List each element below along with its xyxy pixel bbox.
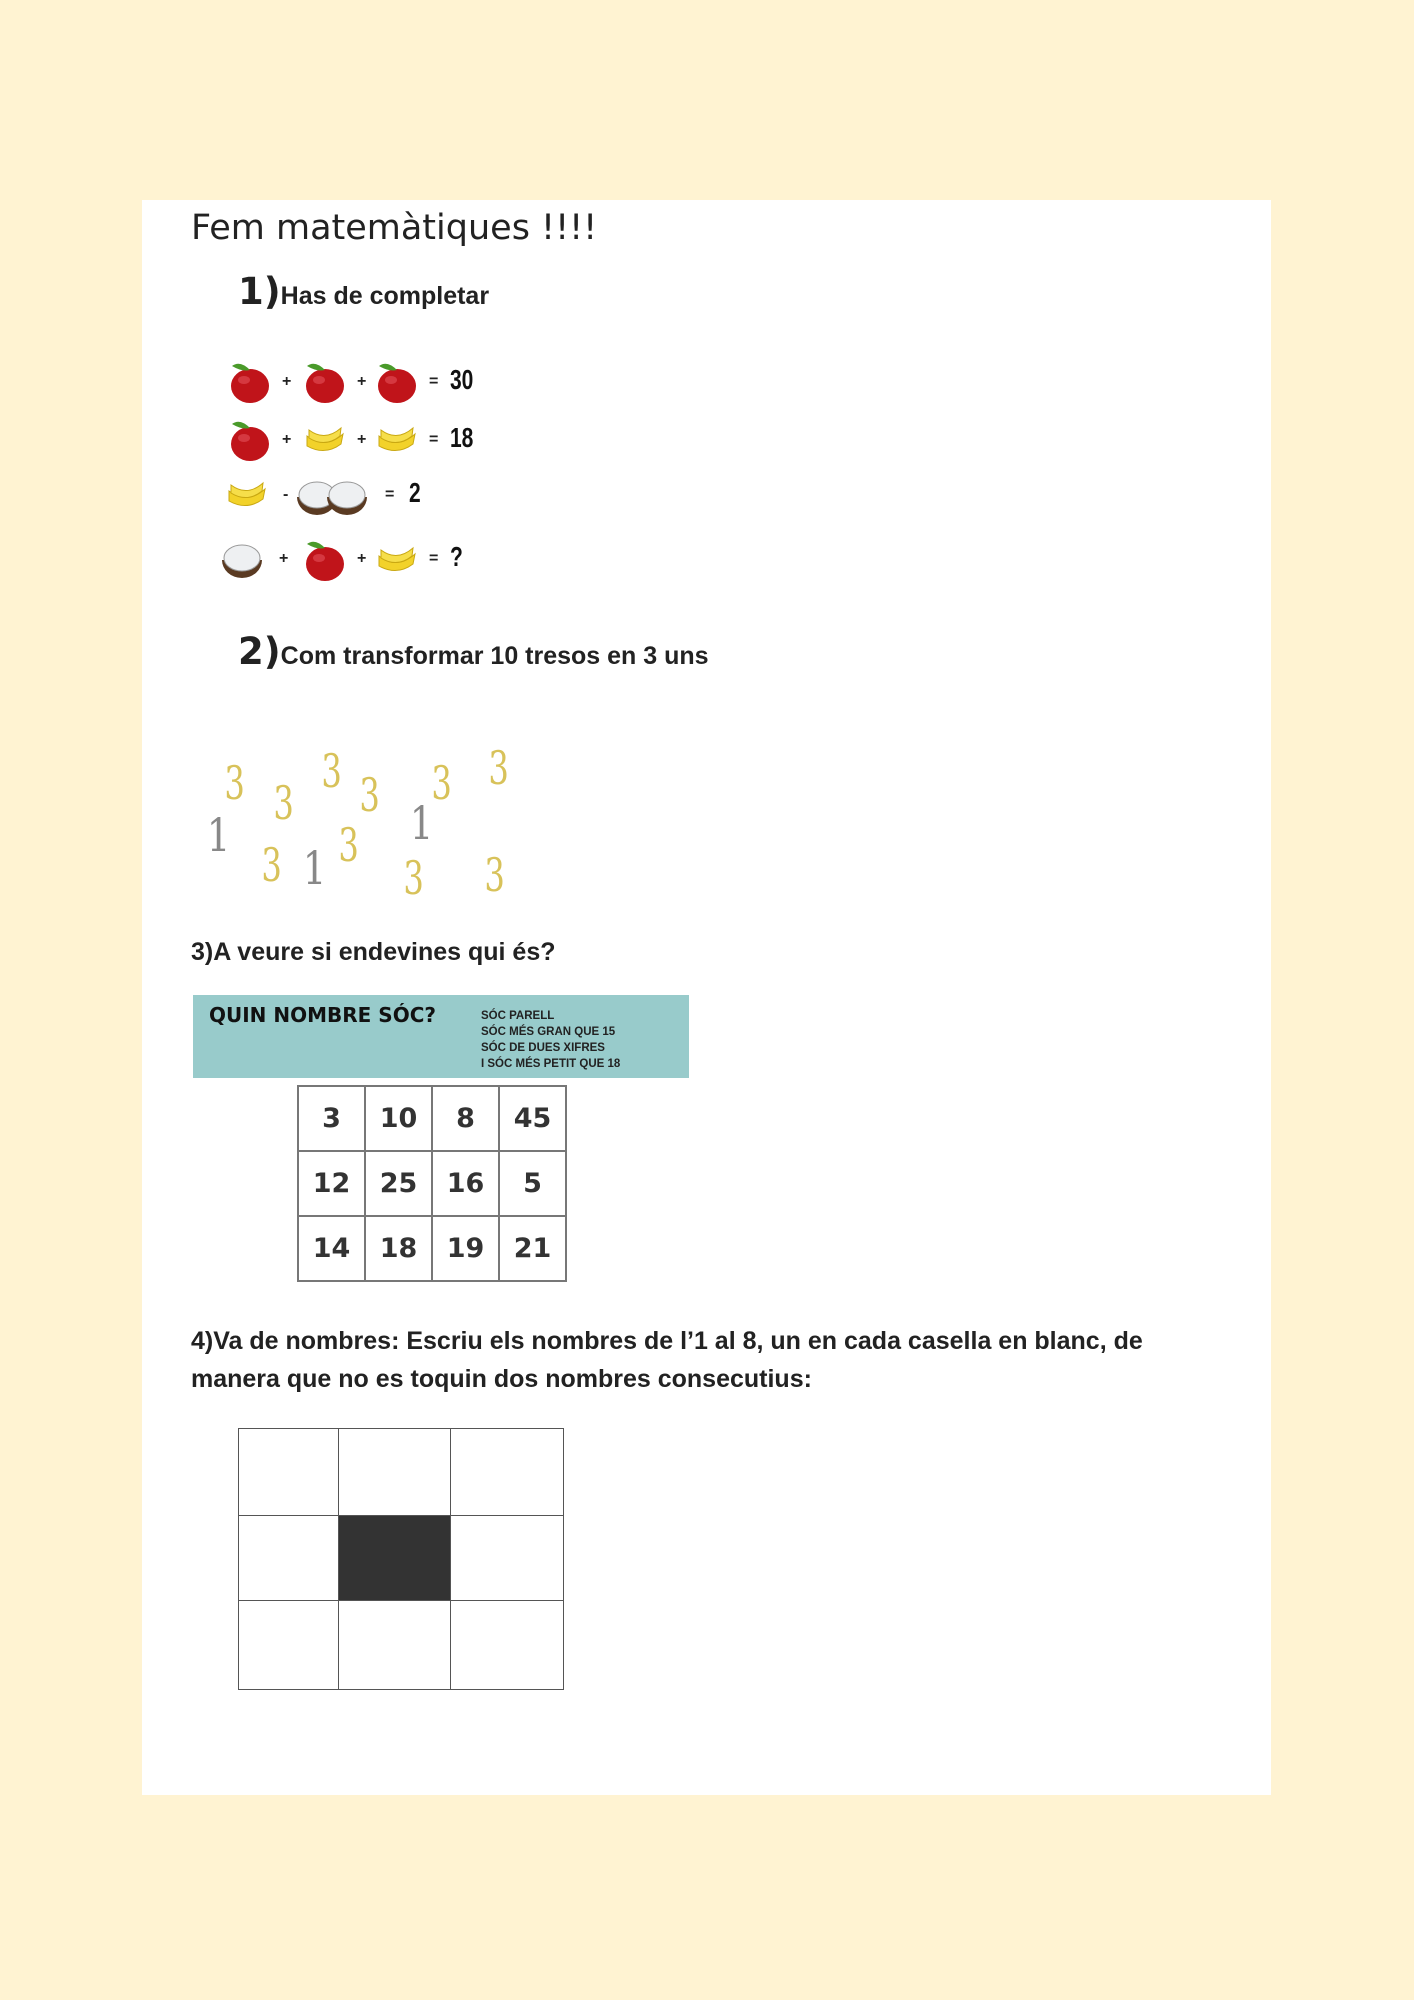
fruit-puzzle: + + = 30 + + = 18 - = 2 + + = ? <box>217 345 537 600</box>
blank-cell[interactable] <box>238 1515 339 1601</box>
apple-icon <box>306 542 344 581</box>
number-cell[interactable]: 19 <box>432 1216 499 1281</box>
number-cell[interactable]: 5 <box>499 1151 566 1216</box>
digit-three: 3 <box>273 776 294 830</box>
digit-three: 3 <box>484 848 505 902</box>
digit-three: 3 <box>338 818 359 872</box>
digit-three: 3 <box>321 744 342 798</box>
number-cell[interactable]: 21 <box>499 1216 566 1281</box>
blank-cell[interactable] <box>450 1515 564 1601</box>
digit-three: 3 <box>403 851 424 905</box>
table-row <box>298 1151 566 1216</box>
banana-icon <box>379 428 415 451</box>
blank-cell[interactable] <box>238 1428 339 1516</box>
number-cell[interactable]: 8 <box>432 1086 499 1151</box>
riddle-box <box>193 995 689 1078</box>
digit-three: 3 <box>488 741 509 795</box>
digit-three: 3 <box>224 756 245 810</box>
blank-cell[interactable] <box>238 1600 339 1690</box>
table-row <box>298 1216 566 1281</box>
coconut-icon <box>327 482 367 515</box>
riddle-clues: SÓC PARELL SÓC MÉS GRAN QUE 15 SÓC DE DUES XIFRES I SÓC MÉS PETIT QUE 18 <box>481 1010 621 1070</box>
banana-icon <box>229 483 265 506</box>
blank-cell[interactable] <box>450 1428 564 1516</box>
digit-three: 3 <box>261 838 282 892</box>
riddle-title: QUIN NOMBRE SÓC? <box>209 1003 436 1027</box>
equation-result: ? <box>450 541 463 572</box>
number-cell[interactable]: 25 <box>365 1151 432 1216</box>
number-cell[interactable]: 18 <box>365 1216 432 1281</box>
section4-instructions: 4)Va de nombres: Escriu els nombres de l’1 al 8, un en cada casella en blanc, de manera que no es toquin dos nombres consecutius: <box>191 1327 1143 1393</box>
number-cell[interactable]: 16 <box>432 1151 499 1216</box>
apple-icon <box>231 422 269 461</box>
fruit-icons <box>217 345 537 600</box>
number-cell[interactable]: 14 <box>298 1216 365 1281</box>
banana-icon <box>379 548 415 571</box>
coconut-icon <box>222 545 262 578</box>
digit-three: 3 <box>431 756 452 810</box>
section2-heading: 2)Com transformar 10 tresos en 3 uns <box>238 630 709 673</box>
digit-one: 1 <box>409 796 434 850</box>
digit-one: 1 <box>302 841 327 895</box>
apple-icon <box>306 364 344 403</box>
section3-heading: 3)A veure si endevines qui és? <box>191 938 556 966</box>
section1-heading: 1)Has de completar <box>238 270 490 313</box>
table-row <box>298 1086 566 1151</box>
filled-cell <box>338 1515 451 1601</box>
number-cell[interactable]: 10 <box>365 1086 432 1151</box>
equation-result: 18 <box>450 422 474 453</box>
number-cell[interactable]: 45 <box>499 1086 566 1151</box>
page-title: Fem matemàtiques !!!! <box>191 208 598 248</box>
number-choice-grid <box>297 1085 567 1282</box>
blank-cell[interactable] <box>338 1600 451 1690</box>
equation-result: 2 <box>409 477 421 508</box>
equation-result: 30 <box>450 364 474 395</box>
banana-icon <box>307 428 343 451</box>
number-cell[interactable]: 3 <box>298 1086 365 1151</box>
number-cell[interactable]: 12 <box>298 1151 365 1216</box>
digit-three: 3 <box>359 768 380 822</box>
digit-one: 1 <box>206 808 231 862</box>
blank-cell[interactable] <box>450 1600 564 1690</box>
apple-icon <box>378 364 416 403</box>
blank-number-grid <box>238 1428 564 1690</box>
blank-cell[interactable] <box>338 1428 451 1516</box>
apple-icon <box>231 364 269 403</box>
